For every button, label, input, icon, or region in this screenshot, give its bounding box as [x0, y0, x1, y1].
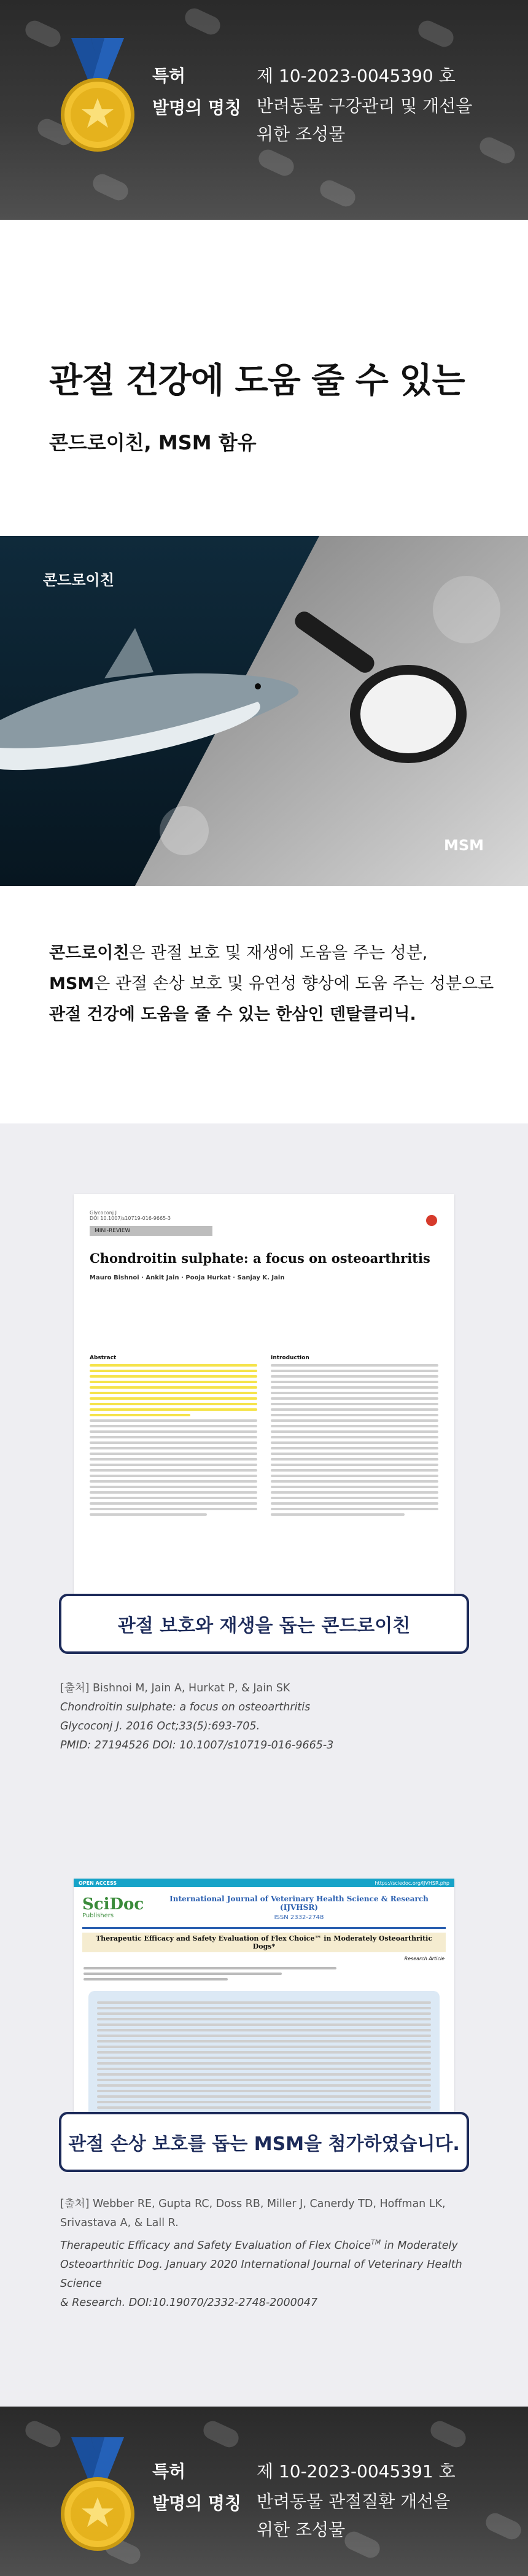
patent-title-line2: 위한 조성물	[257, 2520, 346, 2540]
publisher-sub: Publishers	[82, 1912, 114, 1919]
headline-subtitle: 콘드로이친, MSM 함유	[49, 431, 257, 454]
reference1-caption: 관절 보호와 재생을 돕는 콘드로이친	[59, 1594, 469, 1654]
reference1-citation	[60, 1679, 478, 1755]
reference-paper-1	[74, 1194, 454, 1624]
description-line1: 콘드로이친은 관절 보호 및 재생에 도움을 주는 성분,	[49, 944, 428, 963]
chondroitin-label: 콘드로이친	[43, 572, 114, 589]
gold-medal-icon	[59, 38, 136, 155]
paper2-issn: ISSN 2332-2748	[274, 1914, 324, 1921]
patent-label-name: 발명의 명칭	[152, 98, 241, 118]
description-section	[0, 886, 528, 1123]
references-section	[0, 1123, 528, 2407]
paper1-journal: Glycoconj J	[90, 1210, 117, 1216]
reference2-title-line2: Osteoarthritic Dog. January 2020 International Journal of Veterinary Health Science	[60, 2258, 462, 2290]
paper2-journal: International Journal of Veterinary Health Science & Research (IJVHSR)	[169, 1895, 429, 1912]
patent-label-type: 특허	[152, 66, 186, 86]
msm-label: MSM	[443, 837, 484, 854]
paper2-url: https://sciedoc.org/IJVHSR.php	[375, 1880, 449, 1886]
patent-number: 제 10-2023-0045391 호	[257, 2461, 456, 2481]
patent-number: 제 10-2023-0045390 호	[257, 66, 456, 86]
patent-title-line1: 반려동물 구강관리 및 개선을	[257, 96, 473, 116]
reference1-title: Chondroitin sulphate: a focus on osteoarthritis	[60, 1701, 311, 1713]
paper2-type: Research Article	[404, 1956, 445, 1961]
paper1-tag: MINI-REVIEW	[90, 1226, 212, 1236]
paper1-intro-label: Introduction	[271, 1355, 309, 1361]
patent-title-line1: 반려동물 관절질환 개선을	[257, 2491, 451, 2512]
headline-section	[0, 220, 528, 536]
description-line3: 관절 건강에 도움을 줄 수 있는 한삼인 덴탈클리닉.	[49, 1005, 416, 1024]
ingredient-split-image	[0, 536, 528, 886]
headline-title: 관절 건강에 도움 줄 수 있는	[49, 361, 465, 401]
paper1-title: Chondroitin sulphate: a focus on osteoarthritis	[90, 1251, 430, 1266]
reference2-title-line1: Therapeutic Efficacy and Safety Evaluation of Flex Choice™ in Moderately	[60, 2238, 458, 2252]
patent-title-line2: 위한 조성물	[257, 124, 346, 144]
paper1-authors: Mauro Bishnoi · Ankit Jain · Pooja Hurkat · Sanjay K. Jain	[90, 1274, 285, 1281]
patent-label-type: 특허	[152, 2461, 186, 2481]
patent-banner-top	[0, 0, 528, 220]
reference2-citation	[60, 2195, 478, 2313]
paper2-title: Therapeutic Efficacy and Safety Evaluation of Flex Choice™ in Moderately Osteoarthritic Dogs*	[82, 1933, 446, 1952]
publisher-logo: SciDoc	[82, 1895, 144, 1914]
gold-medal-icon	[59, 2437, 136, 2554]
reference1-source: [출처] Bishnoi M, Jain A, Hurkat P, & Jain SK	[60, 1682, 290, 1694]
paper1-abstract-label: Abstract	[90, 1355, 117, 1361]
paper1-doi: DOI 10.1007/s10719-016-9665-3	[90, 1216, 171, 1221]
reference1-ids: PMID: 27194526 DOI: 10.1007/s10719-016-9665-3	[60, 1739, 334, 1752]
reference2-title-line3: & Research. DOI:10.19070/2332-2748-2000047	[60, 2296, 318, 2309]
reference2-caption: 관절 손상 보호를 돕는 MSM을 첨가하였습니다.	[59, 2112, 469, 2172]
description-line2: MSM은 관절 손상 보호 및 유연성 향상에 도움 주는 성분으로	[49, 974, 494, 993]
patent-banner-bottom	[0, 2407, 528, 2576]
reference2-source: [출처] Webber RE, Gupta RC, Doss RB, Miller J, Canerdy TD, Hoffman LK, Srivastava A, & Lall R.	[60, 2198, 446, 2229]
paper2-access: OPEN ACCESS	[79, 1880, 117, 1886]
crossmark-icon	[426, 1215, 437, 1226]
patent-label-name: 발명의 명칭	[152, 2493, 241, 2513]
reference1-journal: Glycoconj J. 2016 Oct;33(5):693-705.	[60, 1720, 260, 1732]
